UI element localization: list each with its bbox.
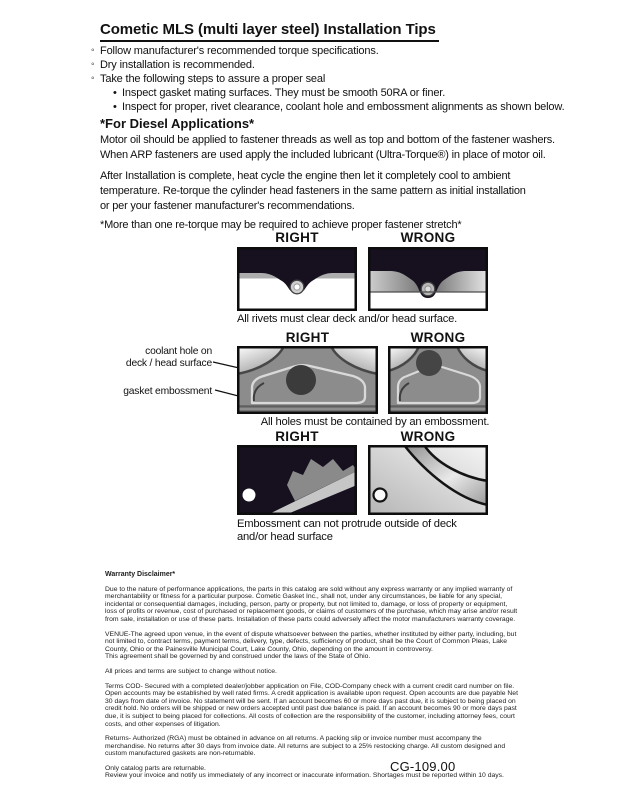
warranty-paragraph: Terms COD- Secured with a completed dealer/jobber application on File, COD-Company check with a current credit card number on file. Open accounts may be established by well rated firms. A credit application is available upon request. Open accounts are due payable Net 30 days from date of invoice. No statement will be sent. If an account becomes 60 or more days past due, it is subject to being placed on credit hold. No orders will be shipped or new orders accepted until past due balance is paid. If an account becomes 90 or more days past due, it is subject to being placed for collections. All costs of collection are the responsibility of the customer, including attorney fees, court costs, and other expenses of litigation. [105,682,518,728]
tip-text: Follow manufacturer's recommended torque specifications. [100,45,379,57]
right-label: RIGHT [285,330,330,345]
caption-line: Embossment can not protrude outside of deck [237,518,457,530]
warranty-paragraph: This agreement shall be governed by and construed under the laws of the State of Ohio. [105,653,371,661]
warranty-paragraph: VENUE-The agreed upon venue, in the event of dispute whatsoever between the parties, whether instituted by either party, including, but not limited to, contract terms, payment terms, delivery, type, defects, sufficiency of product, shall be the Court of Common Pleas, Lake County, Ohio or the Painesville Municipal Court, Lake County, Ohio, depending on the amount in controversy. [105,630,517,653]
installation-tips-list [91,44,565,114]
filled-bullet-icon: • [113,101,117,113]
text-line: temperature. Re-torque the cylinder head fasteners in the same pattern as initial installation [100,185,526,197]
filled-bullet-icon: • [113,87,117,99]
diesel-paragraph-2 [100,169,526,214]
tip-item [91,58,565,72]
callout-text: deck / head surface [125,357,212,369]
rivet-clearance-wrong-diagram [368,247,488,311]
wrong-label: WRONG [410,330,466,345]
tip-text: Dry installation is recommended. [100,59,255,71]
diesel-section-heading: *For Diesel Applications* [100,116,255,131]
text-line: Motor oil should be applied to fastener threads as well as top and bottom of the fastener washers. [100,134,555,146]
diesel-paragraph-1 [100,133,555,163]
callout-text: coolant hole on [145,346,212,357]
warranty-disclaimer [105,571,520,780]
tip-sublist [113,86,565,114]
tip-item [91,44,565,58]
text-line: When ARP fasteners are used apply the included lubricant (Ultra-Torque®) in place of motor oil. [100,149,546,161]
tip-item [91,72,565,86]
row3-caption [237,518,457,543]
embossment-deck-wrong-diagram [368,445,488,515]
hole-icon [374,489,387,502]
retorque-note: *More than one re-torque may be required to achieve proper fastener stretch* [100,219,462,231]
tip-subitem [113,86,565,100]
hole-icon [243,489,256,502]
right-label: RIGHT [275,429,319,444]
row2-caption: All holes must be contained by an embossment. [260,416,490,428]
rivet-center [425,286,431,292]
right-label: RIGHT [275,230,319,245]
page-title: Cometic MLS (multi layer steel) Installation Tips [100,21,439,42]
tip-text: Inspect gasket mating surfaces. They must be smooth 50RA or finer. [122,87,446,99]
tip-text: Inspect for proper, rivet clearance, coolant hole and embossment alignments as shown below. [122,101,565,113]
coolant-hole [416,350,442,376]
coolant-hole [286,365,316,395]
hole-embossment-right-diagram [237,346,378,414]
rivet-center [294,284,300,290]
hole-embossment-wrong-diagram [388,346,488,414]
callout-text: gasket embossment [123,386,212,397]
tip-text: Take the following steps to assure a proper seal [100,73,326,85]
warranty-paragraph: Due to the nature of performance applications, the parts in this catalog are sold without any express warranty or any implied warranty of merchantability or fitness for a particular purpose. Cometic Gasket Inc., shall not, under any circumstances, be liable for any special, incidental or consequential damages, including, person, party or property, but not limited to, damage, or loss of property or equipment, loss of profits or revenue, cost of purchased or replacement goods, or claims of customers of the purchase, which may arise and/or result from sale, installation or use of these parts. Installation of these parts could adversely affect the motor manufacturers warranty coverage. [105,585,518,623]
warranty-paragraph: Review your invoice and notify us immediately of any incorrect or inaccurate information. Shortages must be reported within 10 days. [105,772,504,780]
open-bullet-icon: ◦ [91,73,95,84]
wrong-label: WRONG [400,429,456,444]
page-number: CG-109.00 [390,759,456,774]
embossment-deck-right-diagram [237,445,357,515]
warranty-paragraph: Returns- Authorized (RGA) must be obtained in advance on all returns. A packing slip or invoice number must accompany the merchandise. No returns after 30 days from invoice date. All returns are subject to a 25% restocking charge. All custom designed and custom manufactured gaskets are non-returnable. [105,735,506,758]
text-line: After Installation is complete, heat cycle the engine then let it completely cool to ambient [100,170,511,182]
tip-subitem [113,100,565,114]
caption-line: and/or head surface [237,530,333,543]
open-bullet-icon: ◦ [91,45,95,56]
warranty-paragraph: Only catalog parts are returnable. [105,764,206,772]
warranty-heading: Warranty Disclaimer* [105,571,176,578]
open-bullet-icon: ◦ [91,59,95,70]
row1-caption: All rivets must clear deck and/or head surface. [237,313,458,325]
rivet-clearance-right-diagram [237,247,357,311]
warranty-paragraph: All prices and terms are subject to change without notice. [105,667,277,675]
text-line: or per your fastener manufacturer's recommendations. [100,200,355,212]
wrong-label: WRONG [400,230,456,245]
